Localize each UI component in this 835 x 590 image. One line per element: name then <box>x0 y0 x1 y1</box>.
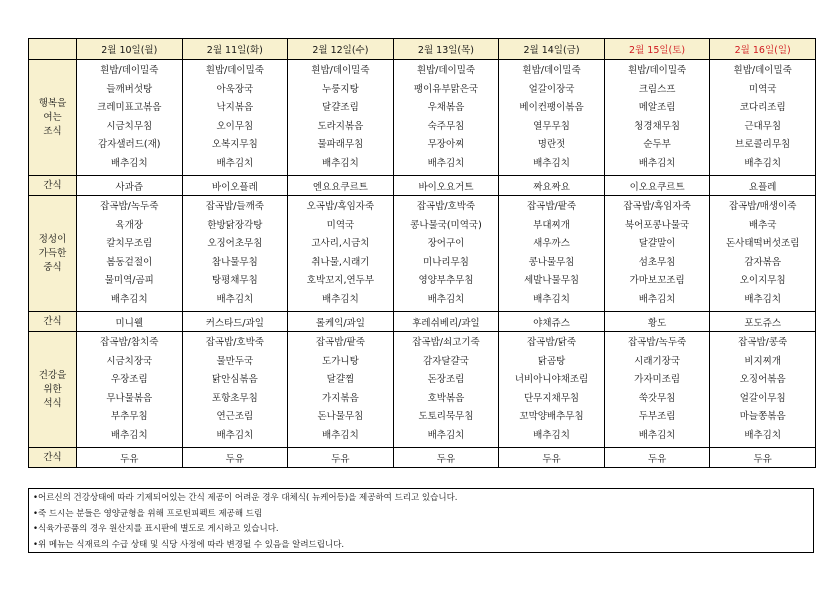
breakfast-row <box>29 60 816 176</box>
menu-item: 콩나물무침 <box>528 256 575 268</box>
menu-item: 잡곡밥/쇠고기죽 <box>412 337 480 348</box>
menu-item: 비지찌개 <box>744 355 782 367</box>
header-row <box>29 39 816 60</box>
menu-item: 부대찌개 <box>533 219 570 231</box>
menu-item: 오이무침 <box>216 120 254 132</box>
note-line: •위 메뉴는 식재료의 수급 상태 및 식당 사정에 따라 변경될 수 있음을 알려드립니다. <box>33 539 345 550</box>
dinner-menu-cell <box>182 332 288 448</box>
dinner-menu-cell <box>288 332 394 448</box>
menu-item: 오징어볶음 <box>739 374 786 385</box>
snack3-item: 두유 <box>182 448 288 468</box>
breakfast-menu-cell <box>77 60 183 176</box>
menu-item: 배추김치 <box>110 157 148 169</box>
menu-item: 세발나물무침 <box>524 275 580 286</box>
label-line: 석식 <box>43 397 62 409</box>
menu-item: 가마보꼬조림 <box>629 275 685 286</box>
menu-item: 배추김치 <box>322 157 359 169</box>
lunch-menu-cell <box>288 196 394 312</box>
menu-item: 칼치무조림 <box>106 238 153 249</box>
menu-item: 우장조림 <box>110 374 148 385</box>
breakfast-menu-cell <box>393 60 499 176</box>
lunch-menu-cell <box>604 196 710 312</box>
menu-item: 북어포콩나물국 <box>624 219 690 231</box>
menu-item: 배추김치 <box>110 293 148 305</box>
menu-item: 잡곡밥/팥죽 <box>526 201 577 212</box>
menu-item: 잡곡밥/참치죽 <box>100 337 159 348</box>
menu-item: 미나리무침 <box>423 256 469 268</box>
lunch-menu-cell <box>393 196 499 312</box>
snack2-item: 야채쥬스 <box>499 312 605 332</box>
menu-item: 섬초무침 <box>638 256 676 268</box>
snack2-item: 커스타드/과일 <box>182 312 288 332</box>
dinner-menu-cell <box>77 332 183 448</box>
day-header-thu: 2월 13일(목) <box>393 39 499 60</box>
lunch-row <box>29 196 816 312</box>
label-line: 행복을 <box>38 97 67 109</box>
menu-item: 잡곡밥/팥죽 <box>315 337 365 348</box>
menu-item: 고사리,시금치 <box>311 238 370 249</box>
menu-item: 들깨버섯탕 <box>106 83 153 95</box>
menu-item: 단무지채무침 <box>524 392 580 404</box>
dinner-menu-cell <box>604 332 710 448</box>
menu-item: 닭곰탕 <box>537 355 566 367</box>
menu-item: 닭안심볶음 <box>211 374 258 385</box>
snack2-row <box>29 312 816 332</box>
snack2-item: 포도쥬스 <box>710 312 816 332</box>
breakfast-menu-cell <box>604 60 710 176</box>
menu-item: 배추김치 <box>638 293 676 305</box>
menu-item: 미역국 <box>326 219 355 231</box>
note-line: •죽 드시는 분들은 영양균형을 위해 프로틴피펙트 제공해 드림 <box>33 508 263 519</box>
label-line: 가득한 <box>38 247 67 259</box>
snack2-item: 롤케익/과일 <box>288 312 394 332</box>
menu-item: 잡곡밥/호박죽 <box>416 201 476 212</box>
menu-item: 오이지무침 <box>739 275 786 286</box>
menu-item: 장어구이 <box>427 238 465 249</box>
menu-item: 코다리조림 <box>739 102 786 113</box>
menu-item: 메알조림 <box>638 102 676 113</box>
menu-item: 크레미표고볶음 <box>97 102 162 113</box>
menu-item: 연근조림 <box>216 411 254 422</box>
lunch-menu-cell <box>499 196 605 312</box>
menu-item: 숙주무침 <box>427 120 465 132</box>
snack3-item: 두유 <box>77 448 183 468</box>
menu-item: 잡곡밥/흑임자죽 <box>623 201 691 212</box>
menu-item: 배추김치 <box>744 157 782 169</box>
dinner-row <box>29 332 816 448</box>
menu-item: 배추김치 <box>216 429 254 441</box>
menu-item: 달걀조림 <box>322 102 359 113</box>
menu-item: 배추김치 <box>427 157 465 169</box>
note-line: •식육가공품의 경우 원산지를 표시판에 별도로 게시하고 있습니다. <box>33 524 279 534</box>
lunch-label <box>29 196 77 312</box>
menu-item: 청경채무침 <box>634 120 681 132</box>
menu-item: 쑥갓무침 <box>638 392 676 404</box>
menu-item: 봄동겉절이 <box>106 256 153 268</box>
menu-item: 흰밥/데이밀죽 <box>100 65 159 76</box>
menu-item: 누룽지탕 <box>322 83 359 95</box>
menu-item: 돈사태떡버섯조림 <box>725 238 800 249</box>
label-line: 여는 <box>43 111 62 123</box>
menu-item: 콩나물국(미역국) <box>410 219 482 231</box>
menu-item: 호박꼬지,연두부 <box>306 275 375 286</box>
menu-item: 무장아찌 <box>427 139 465 150</box>
menu-item: 잡곡밥/들깨죽 <box>205 201 264 212</box>
menu-item: 배추김치 <box>216 293 254 305</box>
label-line: 조식 <box>43 125 62 137</box>
menu-item: 시래기장국 <box>634 355 681 367</box>
menu-item: 흰밥/데이밀죽 <box>733 65 792 76</box>
menu-item: 물파래무침 <box>317 139 364 150</box>
menu-item: 꼬막양배추무침 <box>519 411 584 422</box>
dinner-label <box>29 332 77 448</box>
menu-item: 잡곡밥/녹두죽 <box>627 337 687 348</box>
menu-item: 오복지무침 <box>211 139 258 150</box>
lunch-menu-cell <box>182 196 288 312</box>
menu-item: 얼갈이장국 <box>528 83 575 95</box>
menu-item: 돈장조림 <box>427 374 465 385</box>
menu-item: 한방닭장각탕 <box>207 219 263 231</box>
menu-item: 너비아니야채조림 <box>514 374 589 385</box>
breakfast-menu-cell <box>288 60 394 176</box>
menu-item: 베이컨팽이볶음 <box>519 102 584 113</box>
snack1-item: 바이오플레 <box>182 176 288 196</box>
menu-item: 배추김치 <box>322 429 359 441</box>
menu-item: 순두부 <box>643 139 671 150</box>
snack3-item: 두유 <box>710 448 816 468</box>
lunch-menu-cell <box>710 196 816 312</box>
weekly-menu-table <box>28 38 816 468</box>
corner-cell <box>29 39 77 60</box>
menu-item: 무나물볶음 <box>106 392 153 404</box>
snack2-item: 미니웰 <box>77 312 183 332</box>
menu-item: 시금치무침 <box>106 120 153 132</box>
breakfast-label <box>29 60 77 176</box>
menu-item: 배추김치 <box>110 429 148 441</box>
menu-item: 배추김치 <box>427 429 465 441</box>
menu-item: 근대무침 <box>744 120 782 132</box>
menu-item: 도라지볶음 <box>317 120 364 132</box>
menu-item: 잡곡밥/호박죽 <box>205 337 264 348</box>
menu-item: 잡곡밥/매생이죽 <box>728 201 797 212</box>
menu-item: 배추김치 <box>322 293 359 305</box>
menu-item: 달걀찜 <box>326 374 355 385</box>
breakfast-menu-cell <box>499 60 605 176</box>
lunch-menu-cell <box>77 196 183 312</box>
snack3-item: 두유 <box>499 448 605 468</box>
label-line: 정성이 <box>38 233 67 245</box>
menu-item: 가지볶음 <box>322 392 359 404</box>
snack2-label: 간식 <box>29 312 77 332</box>
dinner-menu-cell <box>499 332 605 448</box>
menu-item: 탕평채무침 <box>211 275 258 286</box>
menu-item: 돈나물무침 <box>317 411 364 422</box>
day-header-sat: 2월 15일(토) <box>604 39 710 60</box>
breakfast-menu-cell <box>710 60 816 176</box>
menu-item: 참나물무침 <box>211 256 258 268</box>
dinner-menu-cell <box>710 332 816 448</box>
snack2-item: 후레쉬베리/과일 <box>393 312 499 332</box>
menu-item: 흰밥/데이밀죽 <box>522 65 581 76</box>
menu-item: 배추김치 <box>533 429 570 441</box>
day-header-wed: 2월 12일(수) <box>288 39 394 60</box>
menu-item: 오징어초무침 <box>207 238 263 249</box>
note-line: •어르신의 건강상태에 따라 기제되어있는 간식 제공이 어려운 경우 대체식( 뉴케어등)을 제공하여 드리고 있습니다. <box>33 493 458 503</box>
menu-item: 잡곡밥/녹두죽 <box>100 201 159 212</box>
menu-item: 얼갈이무침 <box>739 392 786 404</box>
snack1-label: 간식 <box>29 176 77 196</box>
breakfast-menu-cell <box>182 60 288 176</box>
menu-item: 도가니탕 <box>322 355 359 367</box>
menu-item: 배추김치 <box>744 429 782 441</box>
menu-item: 잡곡밥/닭죽 <box>526 337 577 348</box>
menu-item: 시금치장국 <box>106 355 153 367</box>
menu-item: 우채볶음 <box>427 102 465 113</box>
menu-item: 배추김치 <box>427 293 465 305</box>
menu-item: 새우까스 <box>533 238 570 249</box>
menu-item: 두부조림 <box>638 411 676 422</box>
snack3-item: 두유 <box>393 448 499 468</box>
menu-item: 흰밥/데이밀죽 <box>416 65 476 76</box>
menu-item: 배추김치 <box>638 157 676 169</box>
menu-item: 흰밥/데이밀죽 <box>311 65 370 76</box>
snack3-item: 두유 <box>604 448 710 468</box>
menu-item: 취나물,시래기 <box>311 256 370 268</box>
menu-item: 미역국 <box>748 83 777 95</box>
menu-item: 잡곡밥/콩죽 <box>738 337 788 348</box>
snack1-item: 엔요요쿠르트 <box>288 176 394 196</box>
menu-item: 감자달걀국 <box>423 355 469 367</box>
menu-item: 호박볶음 <box>427 392 465 404</box>
menu-item: 흰밥/데이밀죽 <box>627 65 687 76</box>
snack1-item: 요플레 <box>710 176 816 196</box>
day-header-mon: 2월 10일(월) <box>77 39 183 60</box>
snack1-item: 이오요쿠르트 <box>604 176 710 196</box>
menu-item: 팽이유부맑은국 <box>413 83 479 95</box>
menu-item: 달걀말이 <box>638 238 676 249</box>
notes-box <box>28 488 814 553</box>
snack3-item: 두유 <box>288 448 394 468</box>
menu-item: 크림스프 <box>638 83 676 95</box>
snack3-label: 간식 <box>29 448 77 468</box>
menu-item: 감자샐러드(재) <box>98 139 161 150</box>
menu-item: 가자미조림 <box>634 374 681 385</box>
menu-item: 배추김치 <box>744 293 782 305</box>
menu-item: 물만두국 <box>216 355 254 367</box>
label-line: 건강을 <box>38 369 67 381</box>
menu-item: 배추김치 <box>533 157 570 169</box>
snack2-item: 황도 <box>604 312 710 332</box>
menu-item: 영양부추무침 <box>418 275 474 286</box>
snack1-item: 바이오요거트 <box>393 176 499 196</box>
menu-item: 부추무침 <box>110 411 148 422</box>
menu-item: 감자볶음 <box>744 256 782 268</box>
day-header-sun: 2월 16일(일) <box>710 39 816 60</box>
snack3-row <box>29 448 816 468</box>
menu-item: 오곡밥/흑임자죽 <box>306 201 375 212</box>
day-header-fri: 2월 14일(금) <box>499 39 605 60</box>
menu-item: 배추김치 <box>533 293 570 305</box>
day-header-tue: 2월 11일(화) <box>182 39 288 60</box>
menu-item: 육개장 <box>115 219 144 231</box>
menu-item: 도토리묵무침 <box>418 411 474 422</box>
menu-item: 포항초무침 <box>211 392 258 404</box>
menu-item: 마늘쫑볶음 <box>739 411 786 422</box>
menu-item: 배추국 <box>748 219 777 231</box>
snack1-row <box>29 176 816 196</box>
menu-item: 아욱장국 <box>216 83 254 95</box>
menu-item: 배추김치 <box>638 429 676 441</box>
label-line: 위한 <box>43 383 62 395</box>
snack1-item: 짜요짜요 <box>499 176 605 196</box>
menu-item: 배추김치 <box>216 157 254 169</box>
menu-item: 명란젓 <box>537 139 566 150</box>
menu-item: 낙지볶음 <box>216 102 254 113</box>
menu-item: 브로콜리무침 <box>735 139 791 150</box>
label-line: 중식 <box>43 261 62 273</box>
menu-item: 열무무침 <box>533 120 570 132</box>
menu-item: 물미역/곰피 <box>104 275 154 286</box>
snack1-item: 사과즙 <box>77 176 183 196</box>
menu-item: 흰밥/데이밀죽 <box>205 65 264 76</box>
dinner-menu-cell <box>393 332 499 448</box>
